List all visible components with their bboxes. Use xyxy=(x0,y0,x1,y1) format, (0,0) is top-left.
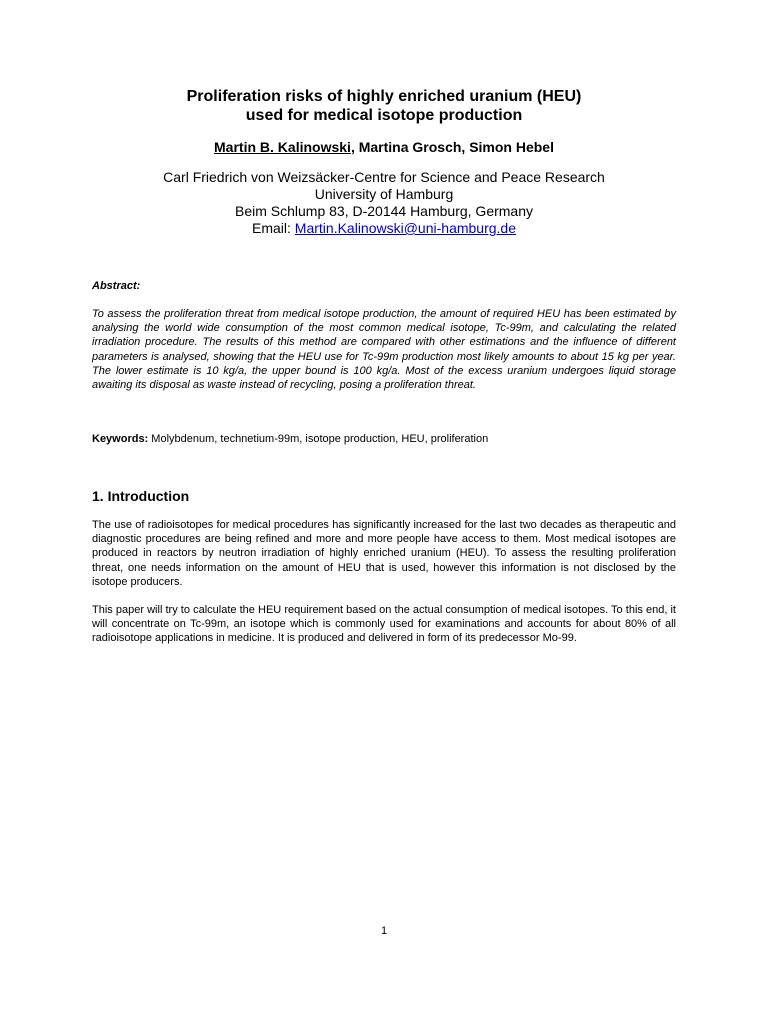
paper-title-line-1: Proliferation risks of highly enriched uranium (HEU) xyxy=(186,88,582,105)
email-link[interactable]: Martin.Kalinowski@uni-hamburg.de xyxy=(294,220,516,236)
co-authors: Martina Grosch, Simon Hebel xyxy=(358,139,554,155)
keywords-label: Keywords: xyxy=(92,433,149,445)
affiliation-university: University of Hamburg xyxy=(314,186,454,202)
author-separator: , xyxy=(350,139,359,155)
section-heading-introduction: 1. Introduction xyxy=(92,488,190,504)
introduction-paragraph-2: This paper will try to calculate the HEU requirement based on the actual consumption of medical isotopes. To this end, it will concentrate on Tc-99m, an isotope which is commonly used for examinations and accounts for about 80% of all radioisotope applications in medicine. It is produced and delivered in form of its predecessor Mo-99. xyxy=(92,604,676,645)
abstract-heading: Abstract: xyxy=(92,280,141,292)
keywords-text: Molybdenum, technetium-99m, isotope production, HEU, proliferation xyxy=(148,433,489,445)
affiliation-block xyxy=(92,169,676,237)
corresponding-author: Martin B. Kalinowski xyxy=(214,139,351,155)
paper-title-line-2: used for medical isotope production xyxy=(245,107,523,124)
author-list xyxy=(92,139,676,156)
introduction-paragraph-1: The use of radioisotopes for medical procedures has significantly increased for the last two decades as therapeutic and diagnostic procedures are being refined and more and more people have access to them. Most medical isotopes are produced in reactors by neutron irradiation of highly enriched uranium (HEU). To assess the resulting proliferation threat, one needs information on the amount of HEU that is used, however this information is not disclosed by the isotope producers. xyxy=(92,519,676,588)
affiliation-address: Beim Schlump 83, D-20144 Hamburg, Germany xyxy=(234,203,534,219)
paper-title xyxy=(92,87,676,125)
page-number: 1 xyxy=(380,925,388,937)
email-label: Email: xyxy=(252,220,295,236)
affiliation-institute: Carl Friedrich von Weizsäcker-Centre for Science and Peace Research xyxy=(163,169,605,185)
contact-email-line xyxy=(92,220,676,237)
keywords-line xyxy=(92,432,676,446)
abstract-text: To assess the proliferation threat from medical isotope production, the amount of required HEU has been estimated by analysing the world wide consumption of the most common medical isotope, Tc-99m, and calculating the related irradiation procedure. The results of this method are compared with other estimations and the influence of different parameters is analysed, showing that the HEU use for Tc-99m production most likely amounts to about 15 kg per year. The lower estimate is 10 kg/a, the upper bound is 100 kg/a. Most of the excess uranium undergoes liquid storage awaiting its disposal as waste instead of recycling, posing a proliferation threat. xyxy=(92,308,676,392)
